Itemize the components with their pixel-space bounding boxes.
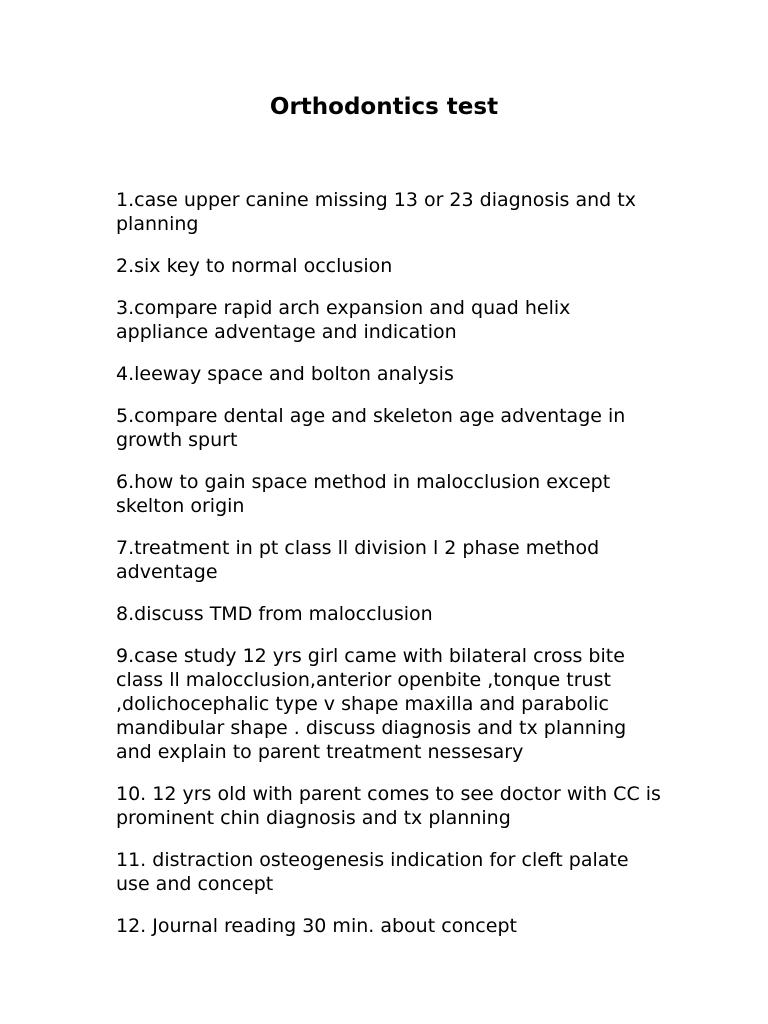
question-item-3: 3.compare rapid arch expansion and quad helix appliance adventage and indication (116, 297, 571, 343)
question-item-4: 4.leeway space and bolton analysis (116, 363, 454, 385)
question-item-2: 2.six key to normal occlusion (116, 255, 393, 277)
question-item-11: 11. distraction osteogenesis indication for cleft palate use and concept (116, 849, 629, 895)
question-item-10: 10. 12 yrs old with parent comes to see doctor with CC is prominent chin diagnosis and tx planning (116, 783, 661, 829)
question-item-1: 1.case upper canine missing 13 or 23 diagnosis and tx planning (116, 189, 636, 235)
question-item-9: 9.case study 12 yrs girl came with bilateral cross bite class ll malocclusion,anterior openbite ,tonque trust ,dolichocephalic type v shape maxilla and parabolic mandibular shape . discuss diagnosis and tx planning and explain to parent treatment nessesary (116, 645, 627, 763)
question-list (116, 188, 661, 956)
question-item-8: 8.discuss TMD from malocclusion (116, 603, 433, 625)
question-item-6: 6.how to gain space method in malocclusion except skelton origin (116, 471, 611, 517)
question-item-7: 7.treatment in pt class ll division l 2 phase method adventage (116, 537, 600, 583)
question-item-5: 5.compare dental age and skeleton age adventage in growth spurt (116, 405, 626, 451)
question-item-12: 12. Journal reading 30 min. about concept (116, 915, 517, 937)
document-title: Orthodontics test (269, 94, 499, 120)
